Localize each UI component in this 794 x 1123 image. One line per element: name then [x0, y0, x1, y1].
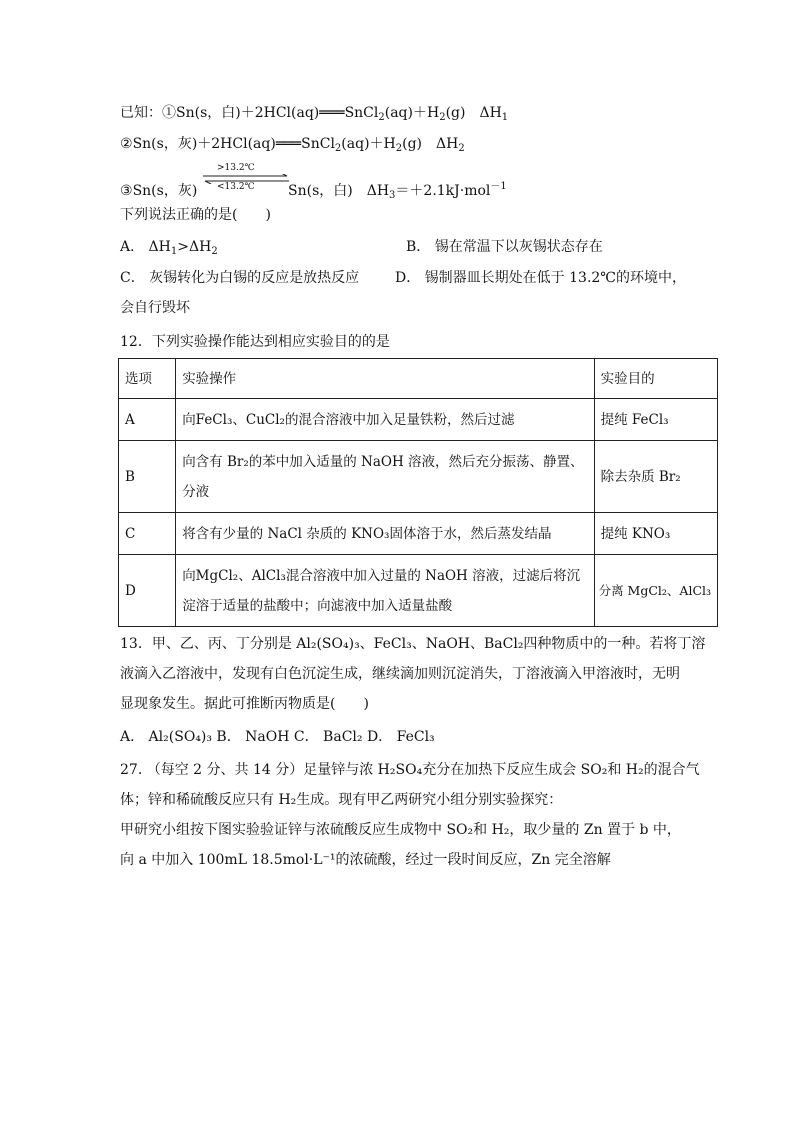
equation-3-right: Sn(s，白) $\Delta H_3=+2.1kJ\cdot mol^{-1}$	[288, 181, 507, 201]
known-intro: 已知：	[120, 105, 162, 121]
q11-stem: 下列说法正确的是( )	[120, 207, 271, 223]
condition-above: >13.2℃	[217, 163, 255, 173]
q27-line-4: 向 a 中加入 100mL 18.5mol·L⁻¹的浓硫酸，经过一段时间反应，Zn 完全溶解	[120, 852, 611, 868]
q11-option-a: A． $\Delta H_1>\Delta H_2$	[120, 239, 218, 257]
header-operation: 实验操作	[176, 359, 594, 399]
q13-options: A． Al₂(SO₄)₃ B． NaOH C． BaCl₂ D． FeCl₃	[120, 729, 435, 745]
experiment-table	[118, 358, 718, 627]
q11-option-d-cont: 会自行毁坏	[120, 300, 190, 316]
q13-line-3: 显现象发生。据此可推断丙物质是( )	[120, 696, 369, 712]
q11-option-d: D． 锡制器皿长期处在低于 13.2℃的环境中，	[395, 270, 686, 286]
header-option: 选项	[119, 359, 176, 399]
equilibrium-arrow	[203, 163, 289, 193]
q12-stem: 12．下列实验操作能达到相应实验目的的是	[120, 334, 390, 350]
q27-line-2: 体；锌和稀硫酸反应只有 H₂生成。现有甲乙两研究小组分别实验探究：	[120, 792, 563, 808]
q27-line-1: 27. （每空 2 分、共 14 分）足量锌与浓 H₂SO₄充分在加热下反应生成会 SO₂和 H₂的混合气	[120, 762, 700, 778]
q13-line-2: 液滴入乙溶液中，发现有白色沉淀生成，继续滴加则沉淀消失，丁溶液滴入甲溶液时，无明	[120, 666, 680, 682]
table-header-row	[119, 359, 718, 399]
table-row: B 向含有 Br₂的苯中加入适量的 NaOH 溶液，然后充分振荡、静置、 分液 除去杂质 Br₂	[119, 441, 718, 513]
table-row: D 向MgCl₂、AlCl₃混合溶液中加入过量的 NaOH 溶液，过滤后将沉 淀溶于适量的盐酸中；向滤液中加入适量盐酸 分离 MgCl₂、AlCl₃	[119, 555, 718, 627]
q27-line-3: 甲研究小组按下图实验验证锌与浓硫酸反应生成物中 SO₂和 H₂，取少量的 Zn 置于 b 中，	[120, 822, 681, 838]
equation-2: ②Sn(s，灰)$+2HCl(aq)═══SnCl_2(aq)+H_2(g)$ $\Delta H_2$	[120, 136, 465, 154]
table-row: A 向FeCl₃、CuCl₂的混合溶液中加入足量铁粉，然后过滤 提纯 FeCl₃	[119, 399, 718, 441]
q11-option-b: B． 锡在常温下以灰锡状态存在	[406, 239, 603, 255]
table-row: C 将含有少量的 NaCl 杂质的 KNO₃固体溶于水，然后蒸发结晶 提纯 KNO₃	[119, 513, 718, 555]
header-goal: 实验目的	[594, 359, 717, 399]
equation-3-left: ③Sn(s，灰)	[120, 183, 198, 199]
equation-1: 已知：①Sn(s，白)$+2HCl(aq)═══SnCl_2(aq)+H_2(g)$ $\Delta H_1$	[120, 105, 509, 123]
condition-below: <13.2℃	[217, 182, 255, 192]
q13-line-1: 13．甲、乙、丙、丁分别是 Al₂(SO₄)₃、FeCl₃、NaOH、BaCl₂四种物质中的一种。若将丁溶	[120, 636, 706, 652]
q11-option-c: C． 灰锡转化为白锡的反应是放热反应	[120, 270, 360, 286]
